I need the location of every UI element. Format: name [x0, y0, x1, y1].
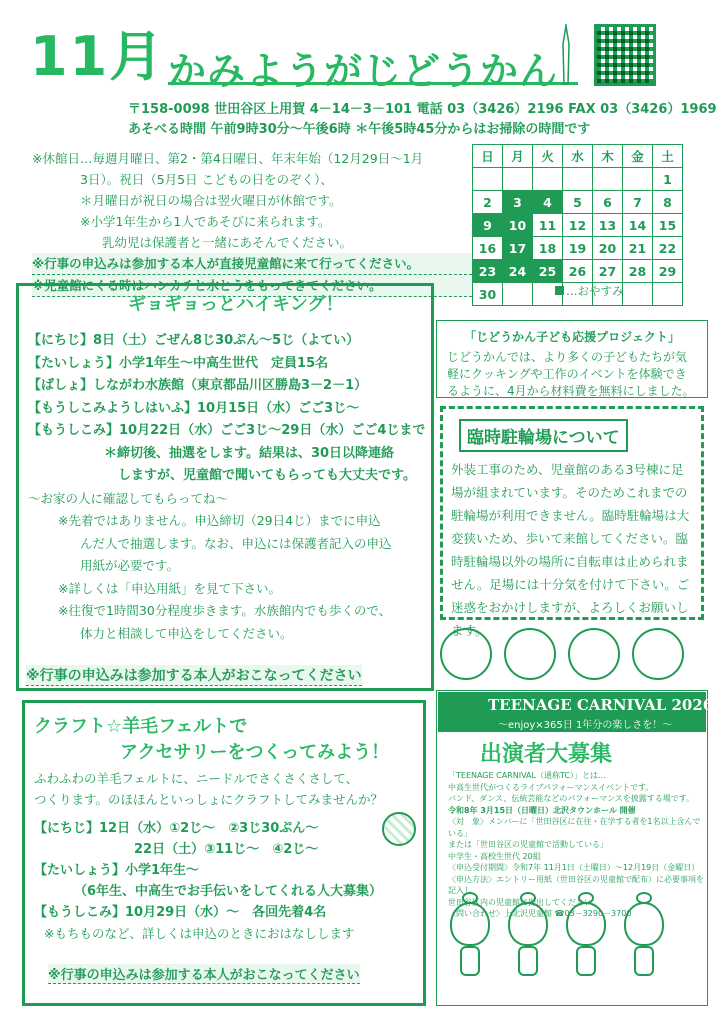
carnival-detail-line: 令和8年 3月15日（日曜日）北沢タウンホール 開催 — [448, 805, 636, 815]
smiling-face-icon — [632, 628, 684, 680]
closing-notes — [32, 148, 472, 297]
carnival-detail-line: バンド、ダンス、伝統芸能などのパフォーマンスを披露する場です。 — [448, 794, 695, 803]
calendar-day: 2 — [473, 191, 503, 214]
parking-notice-box — [440, 406, 704, 638]
craft-details — [34, 768, 424, 944]
calendar-day: 26 — [563, 260, 593, 283]
calendar-day: 5 — [563, 191, 593, 214]
craft-title: クラフト☆羊毛フェルトで — [34, 716, 248, 737]
carnival-subtitle: ～enjoy×365日 1年分の楽しさを！～ — [498, 720, 673, 731]
calendar-week — [473, 237, 683, 260]
calendar-day — [593, 168, 623, 191]
calendar-day: 16 — [473, 237, 503, 260]
hiking-detail-line: ※詳しくは「申込用紙」を見て下さい。 — [58, 580, 281, 596]
carnival-detail-line: 〈問い合わせ〉上北沢児童館 ☎03－3290－3700 — [448, 909, 632, 918]
hiking-line: 【にちじ】8日（土）ごぜん8じ30ぷん～5じ（よてい） — [28, 333, 360, 348]
calendar-day: 25 — [533, 260, 563, 283]
calendar-day: 13 — [593, 214, 623, 237]
hiking-detail-line: 体力と相談して申込をしてください。 — [80, 625, 293, 641]
calendar — [472, 144, 683, 306]
calendar-header: 火 — [533, 145, 563, 168]
note-line: 3日）。祝日（5月5日 こどもの日をのぞく）、 — [80, 172, 333, 187]
note-line-highlight: ※行事の申込みは参加する本人が直接児童館に来て行ってください。 — [32, 253, 472, 275]
calendar-day: 1 — [653, 168, 683, 191]
carnival-detail-line: 〈申込受付期間〉令和7年 11月1日（土曜日）～12月19日（金曜日） — [448, 863, 700, 872]
craft-apply: 【もうしこみ】10月29日（水）～ 各回先着4名 — [34, 905, 327, 920]
calendar-day: 21 — [623, 237, 653, 260]
calendar-day: 27 — [593, 260, 623, 283]
calendar-week — [473, 260, 683, 283]
hiking-detail-line: ※往復で1時間30分程度歩きます。水族館内でも歩くので、 — [58, 603, 392, 618]
hiking-details — [28, 330, 428, 645]
tower-illustration-icon — [555, 24, 577, 86]
hiking-line: 【たいしょう】小学1年生～中高生世代 定員15名 — [28, 355, 329, 371]
craft-intro-line: つくります。のほほんといっしょにクラフトしてみませんか？ — [34, 792, 384, 807]
mascot-icon — [564, 892, 608, 982]
calendar-day: 9 — [473, 214, 503, 237]
page-title: かみようがじどうかん — [168, 49, 559, 93]
craft-title-line2: アクセサリーをつくってみよう！ — [120, 742, 390, 763]
carnival-detail-line: 世田谷区内の児童館に提出してください。 — [448, 897, 600, 907]
carnival-detail-line: 〈申込方法〉エントリー用紙（世田谷区の児童館で配布）に必要事項を記入し — [448, 874, 704, 895]
calendar-header: 日 — [473, 145, 503, 168]
calendar-day — [623, 283, 653, 306]
calendar-day: 6 — [593, 191, 623, 214]
calendar-day: 24 — [503, 260, 533, 283]
note-line: 乳幼児は保護者と一緒にあそんでください。 — [102, 235, 353, 250]
title-underline — [168, 82, 578, 88]
face-illustrations — [440, 628, 684, 680]
calendar-legend-label: …おやすみ — [566, 284, 624, 298]
craft-target-note: （6年生、中高生でお手伝いをしてくれる人大募集） — [74, 884, 383, 899]
mascot-icon — [448, 892, 492, 982]
hiking-footer: ※行事の申込みは参加する本人がおこなってください — [26, 665, 362, 686]
address-line: 〒158-0098 世田谷区上用賀 4－14－3－101 電話 03（3426）2196 FAX 03（3426）1969 — [128, 102, 717, 117]
hiking-detail-line: ※先着ではありません。申込締切（29日4じ）までに申込 — [58, 513, 381, 528]
craft-footer: ※行事の申込みは参加する本人がおこなってください — [48, 964, 360, 984]
calendar-day: 20 — [593, 237, 623, 260]
craft-intro-line: ふわふわの羊毛フェルトに、ニードルでさくさくさして、 — [34, 771, 359, 786]
carnival-title: TEENAGE CARNIVAL 2026 — [488, 696, 714, 714]
hiking-family-note: ～お家の人に確認してもらってね～ — [28, 490, 229, 506]
calendar-header: 木 — [593, 145, 623, 168]
calendar-day: 14 — [623, 214, 653, 237]
calendar-header: 水 — [563, 145, 593, 168]
calendar-day — [533, 168, 563, 191]
calendar-day: 28 — [623, 260, 653, 283]
calendar-day — [473, 168, 503, 191]
craft-date-line: 【にちじ】12日（水）①2じ～ ②3じ30ぷん～ — [34, 821, 319, 836]
carnival-detail-line: または「世田谷区の児童館で活動している」 — [448, 840, 608, 849]
closed-swatch-icon — [555, 286, 564, 295]
craft-target: 【たいしょう】小学1年生～ — [34, 863, 200, 878]
calendar-header: 金 — [623, 145, 653, 168]
support-project-box — [436, 320, 708, 398]
hiking-detail-line: 用紙が必要です。 — [80, 558, 180, 573]
calendar-header: 月 — [503, 145, 533, 168]
note-line-highlight: ※児童館にくる時はハンカチと水とうをもってきてください。 — [32, 275, 472, 297]
calendar-day: 29 — [653, 260, 683, 283]
hiking-sub-line: しますが、児童館で聞いてもらっても大丈夫です。 — [118, 468, 416, 483]
carnival-detail-line: 中学生・高校生世代 20組 — [448, 851, 541, 861]
note-line: ※休館日…毎週月曜日、第2・第4日曜日、年末年始（12月29日～1月 — [32, 151, 424, 166]
calendar-day: 8 — [653, 191, 683, 214]
calendar-day: 30 — [473, 283, 503, 306]
hiking-line: 【もうしこみ】10月22日（水）ごご3じ～29日（水）ごご4じまで — [28, 423, 426, 438]
calendar-day — [503, 168, 533, 191]
craft-date-line: 22日（土）③11じ～ ④2じ～ — [134, 842, 319, 857]
smiling-face-icon — [568, 628, 620, 680]
month-heading: 11月 — [30, 25, 166, 88]
calendar-day: 10 — [503, 214, 533, 237]
carnival-headline: 出演者大募集 — [480, 742, 613, 767]
carnival-detail-line: 中高生世代がつくるライブパフォーマンスイベントです。 — [448, 782, 654, 792]
mascot-icon — [622, 892, 666, 982]
calendar-day — [623, 168, 653, 191]
calendar-day: 17 — [503, 237, 533, 260]
parking-title: 臨時駐輪場について — [459, 419, 628, 452]
mascot-icon — [506, 892, 550, 982]
calendar-day: 22 — [653, 237, 683, 260]
calendar-day: 18 — [533, 237, 563, 260]
calendar-day: 12 — [563, 214, 593, 237]
support-body: じどうかんでは、より多くの子どもたちが気軽にクッキングや工作のイベントを体験できるように、4月から材料費を無料にしました。 — [447, 350, 695, 398]
calendar-week — [473, 214, 683, 237]
carnival-detail-line: 「TEENAGE CARNIVAL（通称TC）」とは… — [448, 771, 606, 780]
calendar-day — [653, 283, 683, 306]
parking-body: 外装工事のため、児童館のある3号棟に足場が組まれています。そのためこれまでの駐輪場が利用できません。臨時駐輪場は大変狭いため、歩いて来館してください。臨時駐輪場以外の場所に自転車は止められません。足場には十分気を付けて下さい。ご迷惑をおかけしますが、よろしくお願いします。 — [451, 462, 690, 638]
note-line: ※小学1年生から1人であそびに来られます。 — [80, 214, 331, 229]
calendar-day: 23 — [473, 260, 503, 283]
carnival-detail-line: 〈対 象〉メンバーに「世田谷区に在住・在学する者を1名以上含んでいる」 — [448, 817, 701, 838]
calendar-day: 3 — [503, 191, 533, 214]
calendar-day — [563, 168, 593, 191]
smiling-face-icon — [504, 628, 556, 680]
calendar-day: 19 — [563, 237, 593, 260]
calendar-header: 土 — [653, 145, 683, 168]
calendar-day: 11 — [533, 214, 563, 237]
calendar-week — [473, 191, 683, 214]
opening-hours: あそべる時間 午前9時30分～午後6時 ＊午後5時45分からはお掃除の時間です — [128, 122, 591, 137]
calendar-day: 4 — [533, 191, 563, 214]
calendar-day: 15 — [653, 214, 683, 237]
hiking-title: ギョギョっとハイキング！ — [128, 294, 344, 315]
hiking-sub-line: ＊締切後、抽選をします。結果は、30日以降連絡 — [104, 445, 395, 461]
calendar-day: 7 — [623, 191, 653, 214]
support-title: 「じどうかん子ども応援プロジェクト」 — [464, 330, 680, 344]
hiking-line: 【ばしょ】しながわ水族館（東京都品川区勝島3－2－1） — [28, 378, 368, 393]
calendar-week — [473, 168, 683, 191]
hiking-line: 【もうしこみようしはいふ】10月15日（水）ごご3じ～ — [28, 400, 360, 416]
craft-note: ※もちものなど、詳しくは申込のときにおはなしします — [44, 926, 355, 941]
calendar-legend — [555, 283, 624, 299]
mascot-row — [448, 892, 666, 982]
note-line: ＊月曜日が祝日の場合は翌火曜日が休館です。 — [80, 193, 342, 208]
qr-code[interactable] — [594, 24, 656, 86]
hiking-detail-line: んだ人で抽選します。なお、申込には保護者記入の申込 — [80, 535, 392, 551]
smiling-face-icon — [440, 628, 492, 680]
calendar-day — [503, 283, 533, 306]
